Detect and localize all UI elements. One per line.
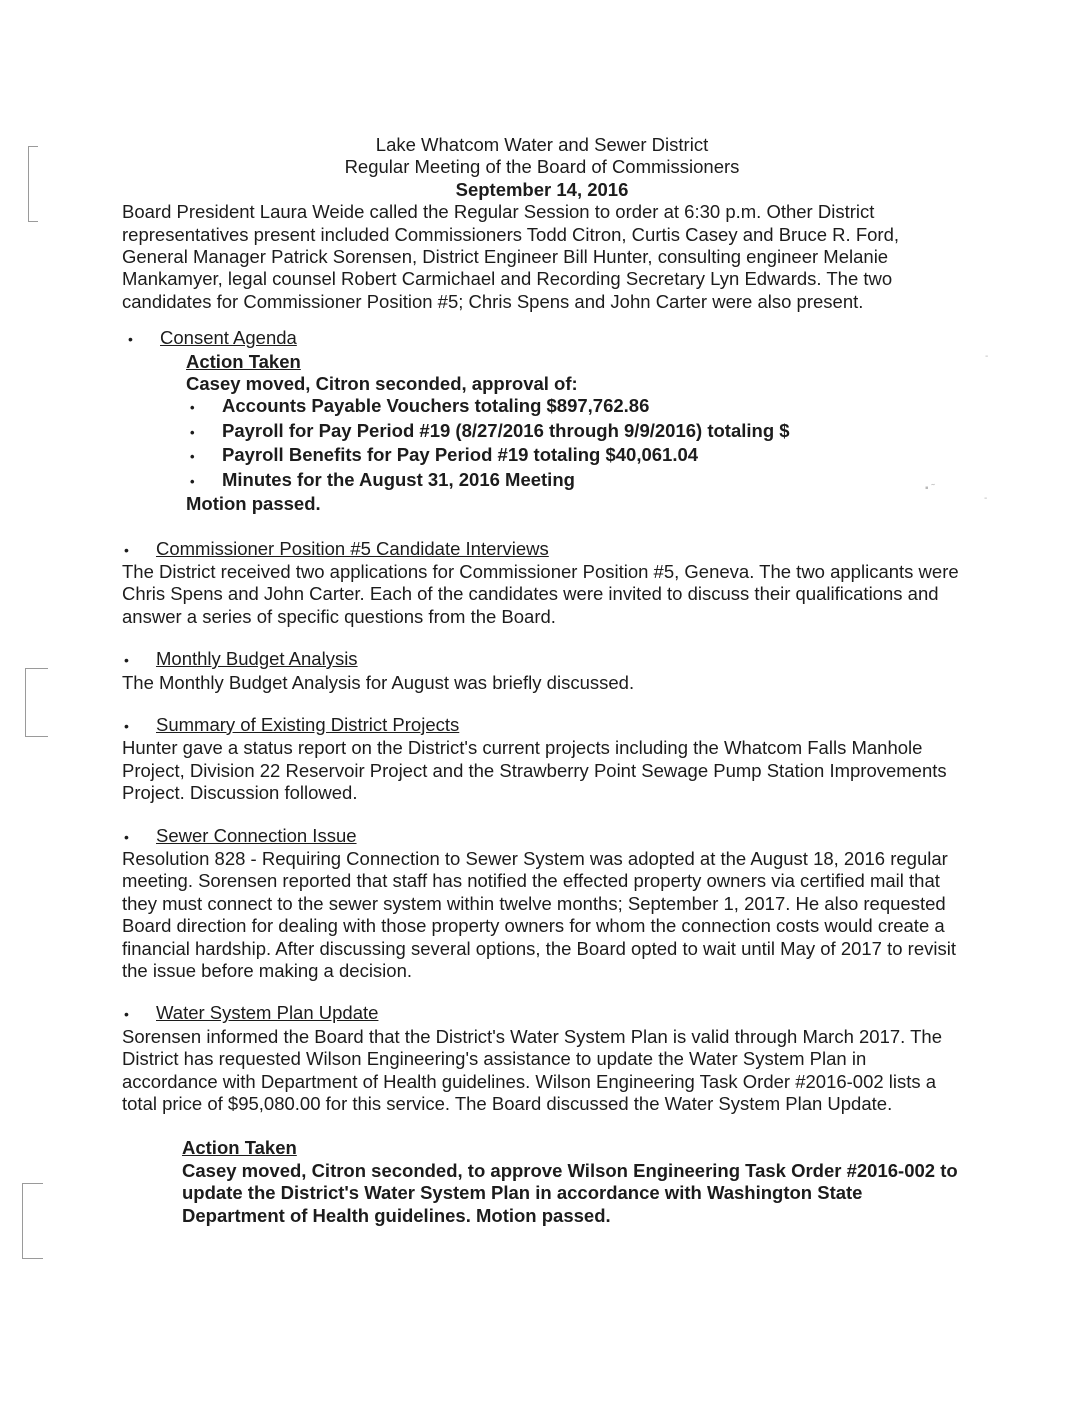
- intro-paragraph: Board President Laura Weide called the Regular Session to order at 6:30 p.m. Other District representatives present included Commissioners Todd Citron, Curtis Casey and Bruce R. Ford, General Manager Patrick Sorensen, District Engineer Bill Hunter, consulting engineer Melanie Mankamyer, legal counsel Robert Carmichael and Recording Secretary Lyn Edwards. The two candidates for Commissioner Position #5; Chris Spens and John Carter were also present.: [122, 201, 899, 312]
- list-item: [186, 420, 962, 444]
- action-taken-heading: Action Taken: [182, 1137, 297, 1159]
- section-budget-analysis: [122, 648, 962, 694]
- section-body: The District received two applications for Commissioner Position #5, Geneva. The two applicants were Chris Spens and John Carter. Each of the candidates were invited to discuss their qualifications and answer a series of specific questions from the Board.: [122, 560, 959, 627]
- bullet-icon: •: [124, 541, 129, 558]
- bullet-icon: •: [190, 473, 195, 489]
- bullet-icon: •: [190, 449, 195, 465]
- consent-motion: Casey moved, Citron seconded, approval of:: [186, 373, 578, 395]
- list-item-text: Accounts Payable Vouchers totaling $897,762.86: [222, 395, 650, 417]
- section-district-projects: [122, 714, 962, 805]
- bullet-icon: •: [124, 828, 129, 845]
- section-title: Water System Plan Update: [156, 1002, 379, 1024]
- section-body: The Monthly Budget Analysis for August was briefly discussed.: [122, 671, 635, 693]
- motion-result: Motion passed.: [186, 493, 321, 515]
- section-consent-agenda: [122, 327, 962, 515]
- minutes-page: [122, 134, 962, 1227]
- scan-bracket-middle: [25, 668, 48, 737]
- meeting-date: September 14, 2016: [455, 178, 629, 200]
- section-title: Sewer Connection Issue: [156, 824, 357, 846]
- bullet-icon: •: [124, 652, 129, 669]
- section-body: Hunter gave a status report on the District's current projects including the Whatcom Falls Manhole Project, Division 22 Reservoir Project and the Strawberry Point Sewage Pump Station Improvements Project. Discussion followed.: [122, 737, 947, 804]
- list-item-text: Minutes for the August 31, 2016 Meeting: [222, 468, 575, 490]
- scan-speck: -: [984, 493, 988, 504]
- list-item-text: Payroll for Pay Period #19 (8/27/2016 through 9/9/2016) totaling $: [222, 419, 790, 441]
- water-plan-motion: Casey moved, Citron seconded, to approve Wilson Engineering Task Order #2016-002 to update the District's Water System Plan in accordance with Washington State Department of Health guidelines. Motion passed.: [182, 1159, 958, 1226]
- section-water-system-plan: [122, 1002, 962, 1227]
- meeting-title: Regular Meeting of the Board of Commissioners: [344, 156, 740, 178]
- section-body: Resolution 828 - Requiring Connection to Sewer System was adopted at the August 18, 2016 regular meeting. Sorensen reported that staff has notified the effected property owners via certified mail that they must connect to the sewer system within twelve months; September 1, 2017. He also requested Board direction for dealing with those property owners for whom the connection costs would create a financial hardship. After discussing several options, the Board opted to wait until May of 2017 to revisit the issue before making a decision.: [122, 847, 956, 981]
- section-body: Sorensen informed the Board that the District's Water System Plan is valid through March 2017. The District has requested Wilson Engineering's assistance to update the Water System Plan in accordance with Department of Health guidelines. Wilson Engineering Task Order #2016-002 lists a total price of $95,080.00 for this service. The Board discussed the Water System Plan Update.: [122, 1025, 942, 1115]
- list-item-text: Payroll Benefits for Pay Period #19 totaling $40,061.04: [222, 444, 699, 466]
- section-candidate-interviews: [122, 538, 962, 629]
- document-header: [122, 134, 962, 201]
- scan-bracket-top: [28, 146, 38, 222]
- bullet-icon: •: [190, 424, 195, 440]
- list-item: [186, 469, 962, 493]
- scan-speck: -: [985, 351, 989, 362]
- consent-items-list: [186, 395, 962, 493]
- section-title: Monthly Budget Analysis: [156, 648, 358, 670]
- scan-bracket-bottom: [22, 1183, 43, 1259]
- list-item: [186, 444, 962, 468]
- bullet-icon: •: [124, 1006, 129, 1023]
- scan-speck: ▪ ˜: [925, 483, 935, 494]
- section-title: Consent Agenda: [160, 327, 297, 349]
- section-sewer-connection: [122, 825, 962, 983]
- bullet-icon: •: [124, 717, 129, 734]
- list-item: [186, 395, 962, 419]
- bullet-icon: •: [190, 400, 195, 416]
- bullet-icon: •: [128, 331, 133, 348]
- district-name: Lake Whatcom Water and Sewer District: [375, 134, 709, 155]
- section-title: Summary of Existing District Projects: [156, 713, 460, 735]
- action-taken-heading: Action Taken: [186, 350, 301, 372]
- water-plan-action: [182, 1137, 962, 1227]
- section-title: Commissioner Position #5 Candidate Interviews: [156, 537, 549, 559]
